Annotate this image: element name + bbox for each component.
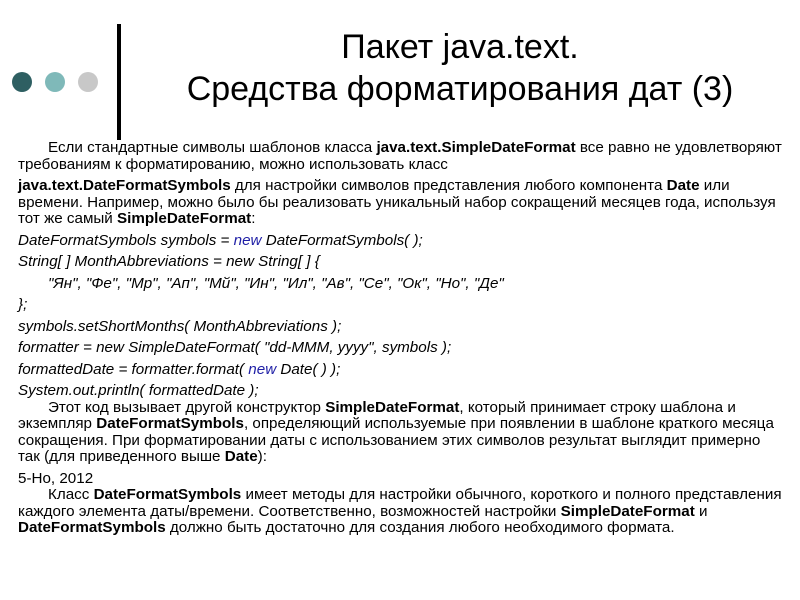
output-example: 5-Но, 2012 bbox=[18, 469, 94, 487]
slide-body bbox=[18, 140, 786, 537]
class-name: SimpleDateFormat bbox=[325, 398, 460, 416]
title-line-1: Пакет java.text. bbox=[341, 28, 579, 66]
code-keyword: new bbox=[248, 360, 277, 378]
text: , определяющий используемые при появлении в шаблоне краткого месяца сокращения. При форматировании даты с использованием этих символов результат выглядит примерно так (для приведенного выше bbox=[18, 415, 774, 465]
text: должно быть достаточно для создания любого необходимого формата. bbox=[165, 519, 675, 536]
title-line-2: Средства форматирования дат (3) bbox=[186, 70, 734, 108]
text: имеет методы для настройки обычного, короткого и полного представления каждого элемента даты/времени. Соответственно, возможностей настройки bbox=[18, 486, 782, 520]
class-name: java.text.SimpleDateFormat bbox=[376, 139, 576, 156]
decor-dot-gray bbox=[78, 72, 98, 92]
text: для настройки символов представления любого компонента bbox=[230, 177, 667, 194]
code-line-7 bbox=[18, 362, 786, 379]
code-keyword: new bbox=[233, 231, 262, 249]
text: : bbox=[251, 210, 256, 227]
paragraph-summary bbox=[18, 487, 786, 537]
code-text: formattedDate = formatter.format( bbox=[18, 360, 249, 378]
text: Этот код вызывает другой конструктор bbox=[48, 398, 326, 416]
text: и bbox=[694, 502, 708, 520]
paragraph-dateformatsymbols bbox=[18, 178, 786, 228]
code-line-2: String[ ] MonthAbbreviations = new String[ ] { bbox=[18, 253, 320, 270]
class-name: DateFormatSymbols bbox=[18, 519, 166, 536]
code-text: Date( ) ); bbox=[276, 360, 341, 378]
text: Если стандартные символы шаблонов класса bbox=[48, 139, 377, 156]
class-name: Date bbox=[224, 448, 258, 465]
decor-dot-teal bbox=[45, 72, 65, 92]
code-line-3: "Ян", "Фе", "Мр", "Ап", "Мй", "Ин", "Ил", "Ав", "Се", "Ок", "Но", "Де" bbox=[48, 274, 504, 292]
text: ): bbox=[257, 448, 267, 465]
code-line-4: }; bbox=[18, 296, 28, 313]
text: Класс bbox=[48, 486, 94, 503]
decor-dot-dark bbox=[12, 72, 32, 92]
class-name: SimpleDateFormat bbox=[117, 210, 252, 227]
text: , который принимает строку шаблона и экземпляр bbox=[18, 398, 736, 432]
slide-title bbox=[130, 26, 790, 110]
class-name: DateFormatSymbols bbox=[93, 486, 242, 503]
paragraph-intro bbox=[18, 140, 786, 173]
title-divider-bar bbox=[117, 24, 121, 140]
class-name: Date bbox=[666, 177, 700, 194]
text: или времени. Например, можно было бы реализовать уникальный набор сокращений месяцев года, используя тот же самый bbox=[18, 177, 776, 227]
class-name: DateFormatSymbols bbox=[96, 415, 244, 432]
class-name: java.text.DateFormatSymbols bbox=[18, 177, 231, 194]
class-name: SimpleDateFormat bbox=[560, 502, 695, 520]
code-line-1 bbox=[18, 233, 786, 250]
code-line-8: System.out.println( formattedDate ); bbox=[18, 382, 259, 399]
slide-decoration-dots bbox=[12, 72, 98, 92]
code-text: DateFormatSymbols( ); bbox=[261, 231, 423, 249]
text: все равно не удовлетворяют требованиям к форматированию, можно использовать класс bbox=[18, 139, 782, 173]
code-line-6: formatter = new SimpleDateFormat( "dd-MMM, yyyy", symbols ); bbox=[18, 339, 452, 356]
code-line-5: symbols.setShortMonths( MonthAbbreviations ); bbox=[18, 317, 342, 335]
paragraph-constructor bbox=[18, 400, 786, 466]
code-text: DateFormatSymbols symbols = bbox=[18, 231, 234, 249]
